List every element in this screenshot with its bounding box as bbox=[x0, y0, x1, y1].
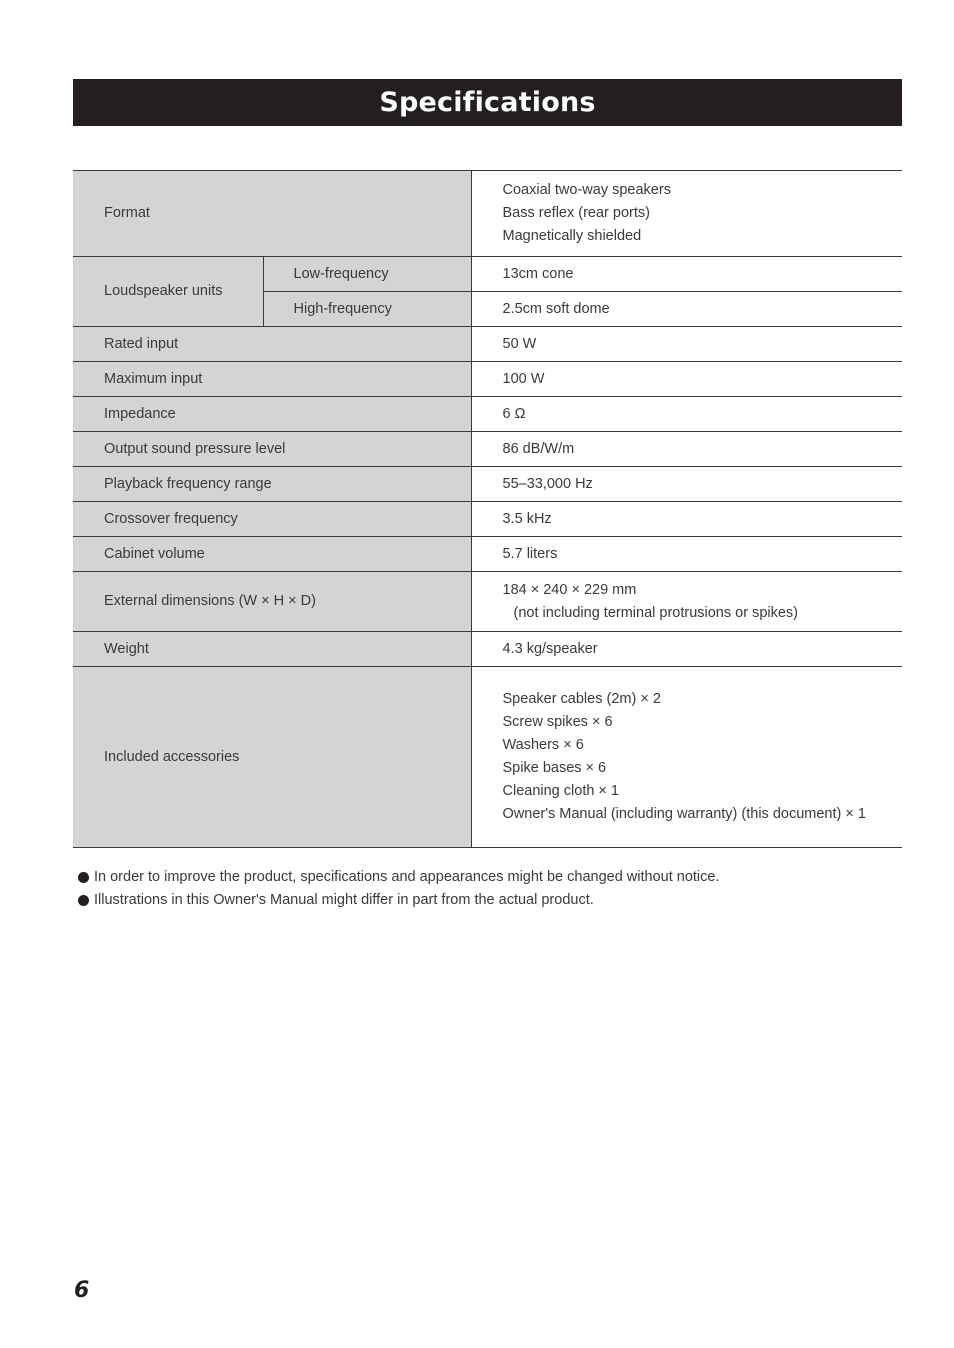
value-rated-input: 50 W bbox=[471, 327, 902, 362]
title-banner bbox=[73, 79, 902, 126]
accessory-item: Washers × 6 bbox=[502, 737, 584, 753]
accessory-item: Spike bases × 6 bbox=[502, 760, 607, 776]
label-format: Format bbox=[73, 171, 471, 257]
label-frequency-range: Playback frequency range bbox=[73, 467, 471, 502]
table-row-frequency-range bbox=[73, 467, 902, 502]
dimensions-note: (not including terminal protrusions or spikes) bbox=[513, 604, 799, 621]
format-line: Bass reflex (rear ports) bbox=[502, 205, 650, 221]
label-high-frequency: High-frequency bbox=[263, 292, 471, 327]
note-text: In order to improve the product, specifications and appearances might be changed without notice. bbox=[94, 869, 720, 885]
table-row-rated-input bbox=[73, 327, 902, 362]
table-row-weight bbox=[73, 632, 902, 667]
value-low-frequency: 13cm cone bbox=[471, 257, 902, 292]
specifications-table bbox=[73, 170, 902, 848]
note-item bbox=[78, 889, 720, 912]
bullet-icon bbox=[78, 895, 89, 906]
table-row-accessories bbox=[73, 667, 902, 848]
table-row-maximum-input bbox=[73, 362, 902, 397]
accessory-item: Speaker cables (2m) × 2 bbox=[502, 691, 661, 707]
format-line: Magnetically shielded bbox=[502, 228, 642, 244]
value-accessories bbox=[471, 667, 902, 848]
format-line: Coaxial two-way speakers bbox=[502, 182, 671, 198]
page-title: Specifications bbox=[379, 87, 596, 118]
value-spl: 86 dB/W/m bbox=[471, 432, 902, 467]
table-row-impedance bbox=[73, 397, 902, 432]
value-dimensions bbox=[471, 572, 902, 632]
value-impedance: 6 Ω bbox=[471, 397, 902, 432]
label-spl: Output sound pressure level bbox=[73, 432, 471, 467]
page-number: 6 bbox=[74, 1278, 90, 1303]
label-crossover: Crossover frequency bbox=[73, 502, 471, 537]
label-cabinet-volume: Cabinet volume bbox=[73, 537, 471, 572]
accessory-item: Cleaning cloth × 1 bbox=[502, 783, 619, 799]
value-format bbox=[471, 171, 902, 257]
label-maximum-input: Maximum input bbox=[73, 362, 471, 397]
table-row-dimensions bbox=[73, 572, 902, 632]
value-crossover: 3.5 kHz bbox=[471, 502, 902, 537]
table-row-loudspeaker-low bbox=[73, 257, 902, 292]
table-row-cabinet bbox=[73, 537, 902, 572]
value-maximum-input: 100 W bbox=[471, 362, 902, 397]
value-cabinet-volume: 5.7 liters bbox=[471, 537, 902, 572]
accessory-item: Owner's Manual (including warranty) (this document) × 1 bbox=[502, 806, 866, 822]
accessory-item: Screw spikes × 6 bbox=[502, 714, 613, 730]
notes-list bbox=[78, 866, 720, 912]
table-row-crossover bbox=[73, 502, 902, 537]
value-frequency-range: 55–33,000 Hz bbox=[471, 467, 902, 502]
label-low-frequency: Low-frequency bbox=[263, 257, 471, 292]
note-text: Illustrations in this Owner's Manual might differ in part from the actual product. bbox=[94, 892, 594, 908]
label-accessories: Included accessories bbox=[73, 667, 471, 848]
dimensions-value: 184 × 240 × 229 mm bbox=[502, 581, 637, 598]
table-row-spl bbox=[73, 432, 902, 467]
value-weight: 4.3 kg/speaker bbox=[471, 632, 902, 667]
label-weight: Weight bbox=[73, 632, 471, 667]
label-loudspeaker-units: Loudspeaker units bbox=[73, 257, 263, 327]
table-row-format bbox=[73, 171, 902, 257]
bullet-icon bbox=[78, 872, 89, 883]
label-dimensions: External dimensions (W × H × D) bbox=[73, 572, 471, 632]
label-impedance: Impedance bbox=[73, 397, 471, 432]
value-high-frequency: 2.5cm soft dome bbox=[471, 292, 902, 327]
label-rated-input: Rated input bbox=[73, 327, 471, 362]
note-item bbox=[78, 866, 720, 889]
